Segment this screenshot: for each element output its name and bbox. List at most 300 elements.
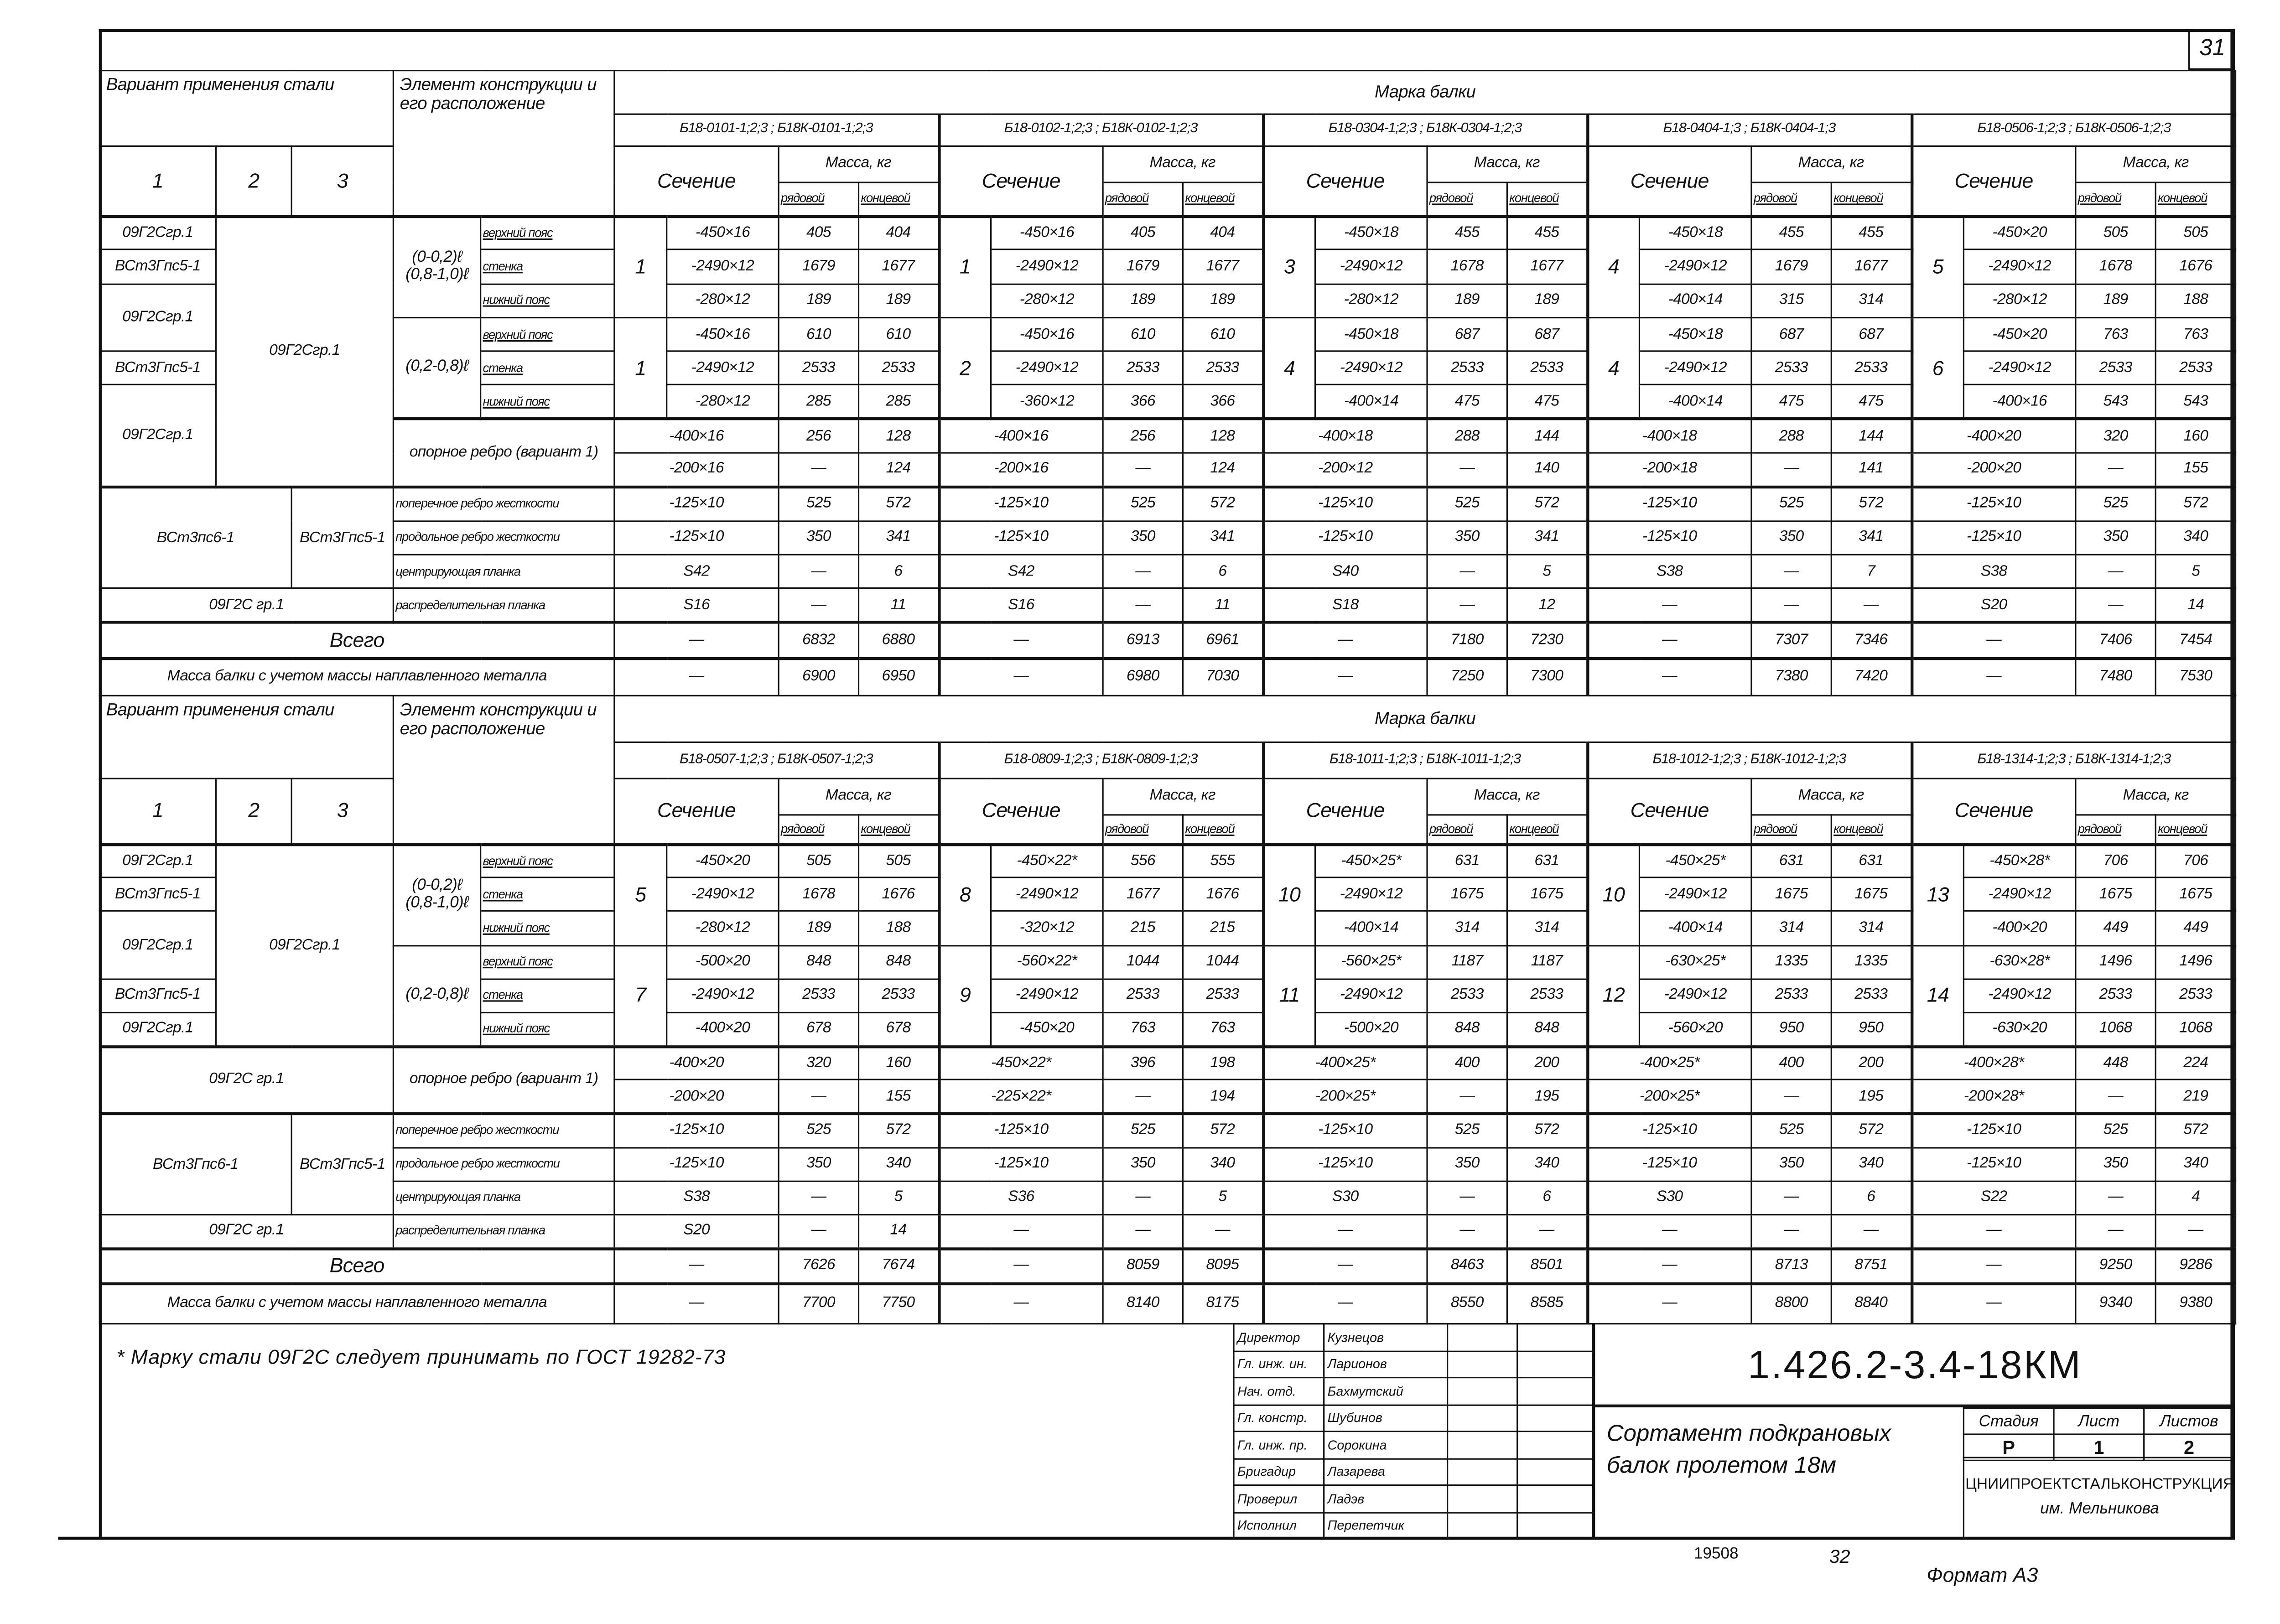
- total-end-value: 7230: [1507, 623, 1587, 659]
- sheets-value: 2: [2144, 1434, 2234, 1460]
- section-size: -400×16: [939, 419, 1103, 453]
- mass-end-value: 610: [1183, 317, 1263, 351]
- section-header: Сечение: [1263, 778, 1427, 844]
- stage-label: Стадия: [1963, 1408, 2054, 1434]
- element-label: стенка: [481, 878, 614, 912]
- sheet-label: Лист: [2054, 1408, 2144, 1434]
- zone-label: (0,2-0,8)ℓ: [393, 317, 480, 419]
- section-size: -125×10: [614, 1147, 779, 1181]
- section-size: -400×14: [1640, 911, 1751, 945]
- row-type-header: рядовой: [2076, 815, 2155, 844]
- section-size: -2490×12: [1315, 351, 1427, 385]
- mass-row-value: —: [1751, 555, 1831, 588]
- section-size: -400×18: [1263, 419, 1427, 453]
- section-number: 5: [614, 844, 667, 945]
- mass-row-value: 405: [1103, 216, 1183, 249]
- section-size: -400×14: [1640, 385, 1751, 419]
- section-size: S16: [939, 588, 1103, 622]
- mass-end-value: 155: [2155, 453, 2236, 487]
- table-row: [1234, 1512, 1593, 1539]
- mass-row-value: 525: [1751, 487, 1831, 521]
- total-section: —: [1587, 1249, 1751, 1284]
- mass-row-value: 2533: [1427, 351, 1507, 385]
- weld-section: —: [614, 1283, 779, 1324]
- section-size: -400×25*: [1587, 1046, 1751, 1080]
- end-type-header: концевой: [1507, 815, 1587, 844]
- section-number: 8: [939, 844, 991, 945]
- signature-role: Гл. инж. ин.: [1234, 1351, 1324, 1378]
- section-size: -2490×12: [991, 979, 1103, 1012]
- section-number: 12: [1587, 945, 1640, 1046]
- section-header: Сечение: [939, 778, 1103, 844]
- section-size: -360×12: [991, 385, 1103, 419]
- weld-row-value: 9340: [2076, 1283, 2155, 1324]
- mass-end-value: —: [1831, 588, 1911, 622]
- element-label: продольное ребро жесткости: [393, 1147, 614, 1181]
- section-size: -450×22*: [991, 844, 1103, 878]
- mass-row-value: 1335: [1751, 945, 1831, 979]
- variant-column-number: 2: [216, 146, 291, 216]
- variant-column-number: 3: [291, 778, 393, 844]
- steel-grade: 09Г2Сгр.1: [216, 844, 393, 1047]
- element-label: поперечное ребро жесткости: [393, 1114, 614, 1147]
- mass-row-value: 610: [779, 317, 858, 351]
- mass-end-value: 687: [1831, 317, 1911, 351]
- mass-row-value: —: [1751, 1215, 1831, 1249]
- mass-row-value: 1679: [779, 250, 858, 284]
- mass-row-value: 405: [779, 216, 858, 249]
- mass-end-value: 950: [1831, 1012, 1911, 1046]
- section-size: -450×25*: [1315, 844, 1427, 878]
- element-header: Элемент конструкции и его расположение: [393, 71, 614, 216]
- signature-field: [1448, 1378, 1517, 1405]
- mass-row-value: —: [1103, 1181, 1183, 1215]
- mass-header: Масса, кг: [1751, 778, 1911, 815]
- section-size: -200×28*: [1911, 1080, 2076, 1114]
- organization-subtitle: им. Мельникова: [2040, 1500, 2159, 1518]
- table-row: [99, 1215, 2236, 1249]
- row-type-header: рядовой: [1427, 182, 1507, 216]
- mass-end-value: 572: [1183, 487, 1263, 521]
- mass-row-value: 678: [779, 1012, 858, 1046]
- mass-end-value: 6: [859, 555, 939, 588]
- mass-row-value: —: [779, 453, 858, 487]
- weld-label: Масса балки с учетом массы наплавленного металла: [99, 659, 614, 695]
- section-size: S16: [614, 588, 779, 622]
- mass-end-value: 6: [1831, 1181, 1911, 1215]
- section-size: -125×10: [1263, 521, 1427, 555]
- section-size: -450×20: [1963, 216, 2075, 249]
- section-size: -400×16: [1963, 385, 2075, 419]
- mass-row-value: 543: [2076, 385, 2155, 419]
- mass-row-value: 1677: [1103, 878, 1183, 912]
- element-label: стенка: [481, 250, 614, 284]
- end-type-header: концевой: [859, 182, 939, 216]
- mass-end-value: —: [2155, 1215, 2236, 1249]
- section-size: -630×28*: [1963, 945, 2075, 979]
- group-code: Б18-1314-1;2;3 ; Б18К-1314-1;2;3: [1911, 742, 2236, 778]
- mass-row-value: 2533: [779, 351, 858, 385]
- section-size: -450×16: [667, 317, 779, 351]
- zone-label: (0,2-0,8)ℓ: [393, 945, 480, 1046]
- section-size: -200×16: [939, 453, 1103, 487]
- section-number: 1: [614, 216, 667, 317]
- mass-row-value: 2533: [779, 979, 858, 1012]
- table-row: [99, 216, 2236, 249]
- total-row-value: 7180: [1427, 623, 1507, 659]
- total-section: —: [1263, 623, 1427, 659]
- mass-end-value: 11: [859, 588, 939, 622]
- mass-end-value: 2533: [2155, 979, 2236, 1012]
- weld-end-value: 9380: [2155, 1283, 2236, 1324]
- mass-end-value: 340: [1507, 1147, 1587, 1181]
- mass-end-value: 455: [1831, 216, 1911, 249]
- weld-end-value: 7420: [1831, 659, 1911, 695]
- mass-row-value: —: [1103, 453, 1183, 487]
- section-size: -280×12: [667, 385, 779, 419]
- mass-end-value: —: [1183, 1215, 1263, 1249]
- mass-row-value: 2533: [1751, 351, 1831, 385]
- mass-row-value: —: [2076, 555, 2155, 588]
- mass-row-value: —: [1427, 453, 1507, 487]
- mass-end-value: 366: [1183, 385, 1263, 419]
- total-end-value: 6961: [1183, 623, 1263, 659]
- steel-grade: 09Г2С гр.1: [99, 1046, 393, 1114]
- date-field: [1517, 1485, 1593, 1512]
- frame-bottom-line: [58, 1537, 2235, 1540]
- mass-end-value: 572: [2155, 1114, 2236, 1147]
- mass-row-value: 288: [1427, 419, 1507, 453]
- total-row-value: 8059: [1103, 1249, 1183, 1284]
- signature-table: [1233, 1323, 1594, 1540]
- section-size: -125×10: [939, 1147, 1103, 1181]
- section-size: S30: [1263, 1181, 1427, 1215]
- mass-end-value: 1677: [859, 250, 939, 284]
- table-row: [99, 521, 2236, 555]
- mass-row-value: 314: [1427, 911, 1507, 945]
- signature-field: [1448, 1405, 1517, 1432]
- mass-end-value: 189: [1183, 284, 1263, 317]
- section-size: -450×16: [991, 216, 1103, 249]
- mass-row-value: 189: [1103, 284, 1183, 317]
- mass-row-value: 189: [2076, 284, 2155, 317]
- section-header: Сечение: [614, 778, 779, 844]
- mass-row-value: 256: [779, 419, 858, 453]
- mass-row-value: 475: [1751, 385, 1831, 419]
- section-size: -450×28*: [1963, 844, 2075, 878]
- section-size: -200×20: [1911, 453, 2076, 487]
- steel-grade: ВСт3Гпс6-1: [99, 1114, 291, 1215]
- mass-end-value: 2533: [1831, 351, 1911, 385]
- mass-row-value: 350: [2076, 1147, 2155, 1181]
- section-number: 1: [614, 317, 667, 419]
- mass-row-value: 525: [2076, 487, 2155, 521]
- signature-role: Исполнил: [1234, 1512, 1324, 1539]
- mass-end-value: 404: [1183, 216, 1263, 249]
- section-size: -2490×12: [1963, 250, 2075, 284]
- mass-header: Масса, кг: [2076, 146, 2236, 182]
- signature-field: [1448, 1485, 1517, 1512]
- weld-row-value: 6980: [1103, 659, 1183, 695]
- section-size: -450×25*: [1640, 844, 1751, 878]
- section-number: 6: [1911, 317, 1964, 419]
- section-size: —: [1587, 588, 1751, 622]
- section-size: -400×20: [667, 1012, 779, 1046]
- signature-name: Сорокина: [1324, 1432, 1448, 1458]
- mass-row-value: 763: [1103, 1012, 1183, 1046]
- weld-section: —: [1911, 659, 2076, 695]
- table-row: [99, 487, 2236, 521]
- section-size: -280×12: [1963, 284, 2075, 317]
- mass-row-value: 1675: [1751, 878, 1831, 912]
- mass-end-value: 340: [2155, 521, 2236, 555]
- section-size: -450×22*: [939, 1046, 1103, 1080]
- page-number: 32: [1829, 1545, 1850, 1567]
- total-end-value: 7674: [859, 1249, 939, 1284]
- section-size: -125×10: [1911, 487, 2076, 521]
- section-size: -320×12: [991, 911, 1103, 945]
- group-code: Б18-0809-1;2;3 ; Б18К-0809-1;2;3: [939, 742, 1263, 778]
- mass-row-value: 610: [1103, 317, 1183, 351]
- end-type-header: концевой: [2155, 815, 2236, 844]
- section-header: Сечение: [1911, 778, 2076, 844]
- weld-row-value: 8140: [1103, 1283, 1183, 1324]
- total-section: —: [939, 623, 1103, 659]
- section-size: S42: [614, 555, 779, 588]
- steel-grade: 09Г2Сгр.1: [99, 385, 216, 487]
- signature-field: [1448, 1432, 1517, 1458]
- mass-row-value: 350: [1751, 521, 1831, 555]
- table-row: [99, 659, 2236, 695]
- table-row: [99, 844, 2236, 878]
- mass-end-value: 224: [2155, 1046, 2236, 1080]
- weld-end-value: 8840: [1831, 1283, 1911, 1324]
- section-size: -400×14: [1315, 911, 1427, 945]
- weld-section: —: [1263, 659, 1427, 695]
- mass-end-value: 188: [2155, 284, 2236, 317]
- mass-row-value: 505: [779, 844, 858, 878]
- end-type-header: концевой: [1183, 815, 1263, 844]
- table-row: [99, 945, 2236, 979]
- mass-end-value: 12: [1507, 588, 1587, 622]
- variant-header: Вариант применения стали: [99, 695, 393, 778]
- mass-row-value: 1675: [1427, 878, 1507, 912]
- total-end-value: 8751: [1831, 1249, 1911, 1284]
- mass-row-value: 315: [1751, 284, 1831, 317]
- variant-column-number: 3: [291, 146, 393, 216]
- mass-row-value: 350: [1103, 521, 1183, 555]
- weld-end-value: 7530: [2155, 659, 2236, 695]
- signature-field: [1448, 1512, 1517, 1539]
- section-size: S36: [939, 1181, 1103, 1215]
- table-row: [99, 1147, 2236, 1181]
- section-size: -200×25*: [1587, 1080, 1751, 1114]
- table-row: [99, 588, 2236, 622]
- mass-end-value: 200: [1507, 1046, 1587, 1080]
- weld-section: —: [1263, 1283, 1427, 1324]
- mass-row-value: 396: [1103, 1046, 1183, 1080]
- date-field: [1517, 1378, 1593, 1405]
- group-code: Б18-0102-1;2;3 ; Б18К-0102-1;2;3: [939, 114, 1263, 146]
- mass-end-value: 505: [859, 844, 939, 878]
- mass-end-value: 2533: [1183, 979, 1263, 1012]
- mass-row-value: —: [1427, 1181, 1507, 1215]
- mass-end-value: 1068: [2155, 1012, 2236, 1046]
- section-size: -125×10: [1911, 1147, 2076, 1181]
- mass-end-value: 4: [2155, 1181, 2236, 1215]
- mass-row-value: 556: [1103, 844, 1183, 878]
- mass-header: Масса, кг: [1751, 146, 1911, 182]
- signature-field: [1448, 1351, 1517, 1378]
- signature-field: [1448, 1324, 1517, 1351]
- mass-end-value: 341: [1831, 521, 1911, 555]
- mass-row-value: 350: [1427, 521, 1507, 555]
- mass-end-value: 198: [1183, 1046, 1263, 1080]
- steel-grade: 09Г2Сгр.1: [99, 284, 216, 352]
- table-row: [99, 1181, 2236, 1215]
- steel-grade: 09Г2С гр.1: [99, 588, 393, 622]
- section-size: -450×18: [1315, 216, 1427, 249]
- mass-end-value: —: [1831, 1215, 1911, 1249]
- mass-row-value: 350: [2076, 521, 2155, 555]
- mass-end-value: 763: [2155, 317, 2236, 351]
- section-number: 3: [1263, 216, 1315, 317]
- end-type-header: концевой: [1831, 182, 1911, 216]
- section-size: -400×14: [1640, 284, 1751, 317]
- section-size: S22: [1911, 1181, 2076, 1215]
- element-label: поперечное ребро жесткости: [393, 487, 614, 521]
- steel-grade: ВСт3Гпс5-1: [291, 487, 393, 589]
- mass-end-value: 340: [1831, 1147, 1911, 1181]
- sheet-format: Формат А3: [1927, 1563, 2038, 1587]
- element-label: опорное ребро (вариант 1): [393, 1046, 614, 1114]
- mass-row-value: 525: [1103, 487, 1183, 521]
- mass-end-value: 5: [859, 1181, 939, 1215]
- mass-row-value: —: [1103, 1215, 1183, 1249]
- mass-end-value: 14: [2155, 588, 2236, 622]
- mass-row-value: 320: [779, 1046, 858, 1080]
- steel-grade: ВСт3Гпс5-1: [291, 1114, 393, 1215]
- mass-end-value: 1496: [2155, 945, 2236, 979]
- mass-end-value: 6: [1183, 555, 1263, 588]
- section-number: 13: [1911, 844, 1964, 945]
- section-header: Сечение: [1587, 778, 1751, 844]
- element-label: продольное ребро жесткости: [393, 521, 614, 555]
- mass-end-value: 6: [1507, 1181, 1587, 1215]
- section-size: -125×10: [939, 487, 1103, 521]
- mass-end-value: 1335: [1831, 945, 1911, 979]
- section-size: -400×18: [1587, 419, 1751, 453]
- section-number: 4: [1263, 317, 1315, 419]
- signature-name: Кузнецов: [1324, 1324, 1448, 1351]
- signature-name: Шубинов: [1324, 1405, 1448, 1432]
- total-end-value: 7346: [1831, 623, 1911, 659]
- mass-end-value: 572: [2155, 487, 2236, 521]
- mass-row-value: —: [2076, 588, 2155, 622]
- mass-end-value: 1676: [2155, 250, 2236, 284]
- mass-end-value: 678: [859, 1012, 939, 1046]
- section-size: -450×18: [1640, 317, 1751, 351]
- section-size: -560×22*: [991, 945, 1103, 979]
- section-size: -200×20: [614, 1080, 779, 1114]
- group-code: Б18-1012-1;2;3 ; Б18К-1012-1;2;3: [1587, 742, 1911, 778]
- mass-end-value: 631: [1831, 844, 1911, 878]
- element-label: центрирующая планка: [393, 1181, 614, 1215]
- organization-name: ЦНИИПРОЕКТСТАЛЬКОНСТРУКЦИЯ: [1965, 1475, 2234, 1494]
- mass-row-value: 189: [1427, 284, 1507, 317]
- mass-end-value: 763: [1183, 1012, 1263, 1046]
- mass-end-value: 140: [1507, 453, 1587, 487]
- section-size: -200×25*: [1263, 1080, 1427, 1114]
- mass-header: Масса, кг: [779, 778, 939, 815]
- mass-end-value: 2533: [859, 979, 939, 1012]
- mass-end-value: 1675: [1507, 878, 1587, 912]
- mass-row-value: 848: [1427, 1012, 1507, 1046]
- mass-row-value: 1679: [1103, 250, 1183, 284]
- mass-row-value: 525: [1427, 487, 1507, 521]
- section-number: 2: [939, 317, 991, 419]
- weld-row-value: 8550: [1427, 1283, 1507, 1324]
- weld-row-value: 7480: [2076, 659, 2155, 695]
- mass-row-value: —: [1427, 555, 1507, 588]
- section-header: Сечение: [1263, 146, 1427, 216]
- mass-row-value: 189: [779, 911, 858, 945]
- group-code: Б18-0404-1;3 ; Б18К-0404-1;3: [1587, 114, 1911, 146]
- variant-header: Вариант применения стали: [99, 71, 393, 146]
- mass-end-value: 144: [1831, 419, 1911, 453]
- mass-row-value: —: [2076, 1181, 2155, 1215]
- section-size: -560×20: [1640, 1012, 1751, 1046]
- weld-section: —: [939, 659, 1103, 695]
- mass-end-value: 314: [1507, 911, 1587, 945]
- mass-row-value: 314: [1751, 911, 1831, 945]
- mass-end-value: 14: [859, 1215, 939, 1249]
- section-size: -2490×12: [1315, 979, 1427, 1012]
- mass-end-value: 144: [1507, 419, 1587, 453]
- mass-end-value: 341: [859, 521, 939, 555]
- section-number: 1: [939, 216, 991, 317]
- end-type-header: концевой: [2155, 182, 2236, 216]
- weld-section: —: [614, 659, 779, 695]
- weld-end-value: 7030: [1183, 659, 1263, 695]
- stage-value: Р: [1963, 1434, 2054, 1460]
- section-size: -2490×12: [1315, 250, 1427, 284]
- weld-section: —: [1911, 1283, 2076, 1324]
- total-section: —: [1587, 623, 1751, 659]
- section-size: -125×10: [614, 521, 779, 555]
- table-row: [99, 1046, 2236, 1080]
- mass-header: Масса, кг: [1103, 146, 1263, 182]
- section-size: -450×18: [1315, 317, 1427, 351]
- steel-grade: 09Г2С гр.1: [99, 1215, 393, 1249]
- zone-label: (0-0,2)ℓ (0,8-1,0)ℓ: [393, 844, 480, 945]
- table-row: [1234, 1432, 1593, 1458]
- section-number: 7: [614, 945, 667, 1046]
- element-label: верхний пояс: [481, 844, 614, 878]
- section-size: -2490×12: [991, 351, 1103, 385]
- section-size: -450×16: [991, 317, 1103, 351]
- mass-end-value: 2533: [1831, 979, 1911, 1012]
- section-size: -2490×12: [991, 878, 1103, 912]
- section-size: -2490×12: [667, 250, 779, 284]
- mass-end-value: 160: [859, 1046, 939, 1080]
- mass-row-value: 350: [1751, 1147, 1831, 1181]
- section-size: -400×20: [1911, 419, 2076, 453]
- section-size: -125×10: [614, 1114, 779, 1147]
- mass-end-value: 2533: [1507, 351, 1587, 385]
- row-type-header: рядовой: [2076, 182, 2155, 216]
- element-label: нижний пояс: [481, 284, 614, 317]
